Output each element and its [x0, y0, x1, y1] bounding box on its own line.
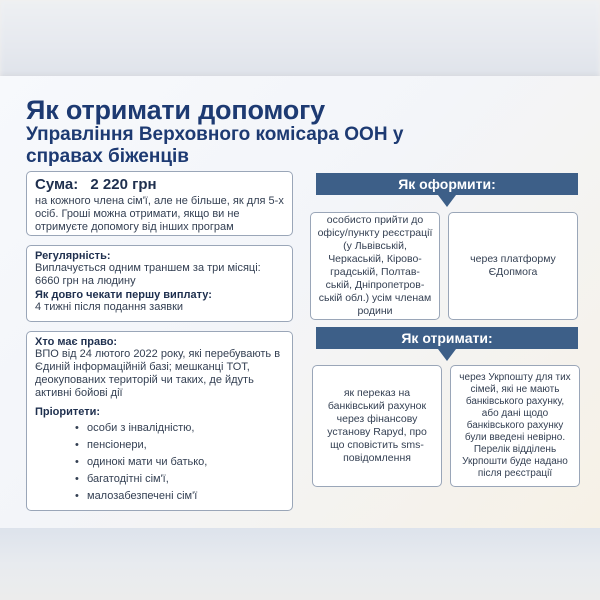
list-item: • одинокі мати чи батько, [35, 454, 284, 471]
wait-label: Як довго чекати першу виплату: [35, 289, 212, 301]
page-subtitle: Управління Верховного комісара ООН у справах біженців [26, 124, 404, 167]
background-top [0, 0, 600, 78]
priorities-list [35, 420, 284, 505]
page-title: Як отримати допомогу [26, 95, 325, 125]
regularity-label: Регулярність: [35, 250, 111, 262]
apply-option-platform: через платформу ЄДопмога [448, 212, 578, 320]
list-item: • пенсіонери, [35, 437, 284, 454]
eligibility-text: ВПО від 24 лютого 2022 року, які перебувають в Єдиній інформаційній базі; мешканці ТОТ, деокупованих територій чи таких, де йдуть активні бойові дії [35, 348, 281, 399]
list-item: • особи з інвалідністю, [35, 420, 284, 437]
apply-banner-label: Як оформити: [398, 176, 496, 192]
regularity-card [26, 245, 293, 322]
sum-card [26, 171, 293, 236]
sum-value: 2 220 грн [90, 176, 157, 193]
apply-banner [316, 173, 578, 195]
sum-description: на кожного члена сім'ї, але не більше, як для 5-х осіб. Гроші можна отримати, якщо ви не отримуєте допомогу від інших програм [35, 195, 284, 233]
eligibility-label: Хто має право: [35, 336, 118, 348]
eligibility-card [26, 331, 293, 511]
receive-option-bank: як переказ на банківський рахунок через фінансову установу Rapyd, про що сповістить sms-повідомлення [312, 365, 442, 487]
priorities-label: Пріоритети: [35, 406, 101, 418]
list-item: • малозабезпечені сім'ї [35, 488, 284, 505]
list-item: • багатодітні сім'ї, [35, 471, 284, 488]
receive-banner [316, 327, 578, 349]
wait-text: 4 тижні після подання заявки [35, 301, 184, 313]
receive-option-ukrposhta: через Укрпошту для тих сімей, які не мають банківського рахунку, або дані щодо банківського рахунку були введені невірно. Перелік відділень Укрпошти буде надано після реєстрації [450, 365, 580, 487]
sum-label: Сума: [35, 176, 79, 193]
regularity-text: Виплачується одним траншем за три місяці: 6660 грн на людину [35, 262, 261, 287]
receive-banner-label: Як отримати: [401, 330, 493, 346]
apply-option-office: особисто прийти до офісу/пункту реєстрації (у Львівській, Черкаській, Кірово-градській, Полтав-ській, Дніпропетров-ській обл.) усім членам родини [310, 212, 440, 320]
background-bottom [0, 528, 600, 600]
sum-heading [35, 176, 284, 193]
